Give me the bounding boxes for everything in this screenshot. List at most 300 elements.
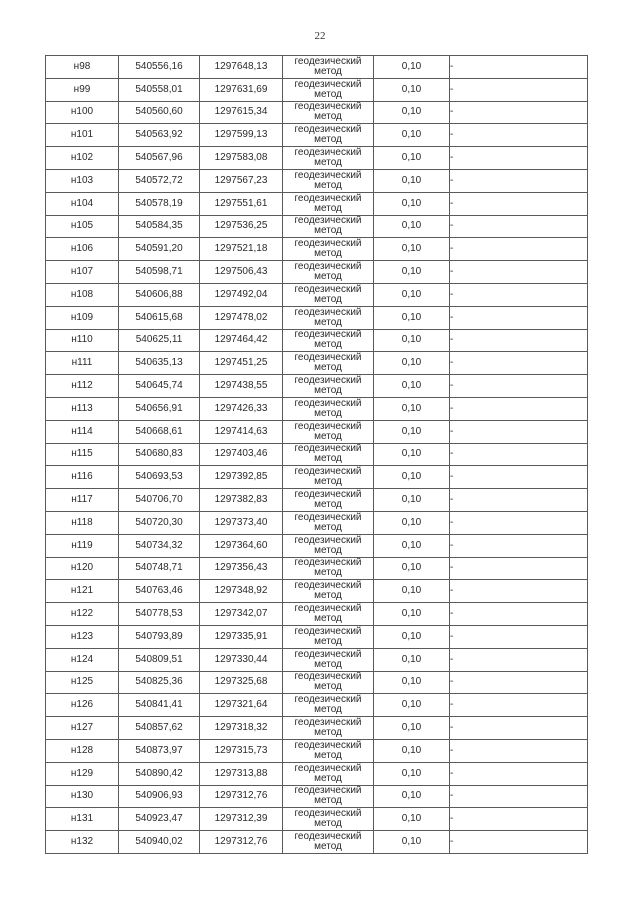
method-cell [283,785,374,808]
method-line-1: геодезический [294,169,362,181]
point-name-cell: н123 [46,625,119,648]
method-cell [283,397,374,420]
note-cell: - [450,238,588,261]
x-coordinate-cell: 540706,70 [119,489,200,512]
x-coordinate-cell: 540841,41 [119,694,200,717]
x-coordinate-cell: 540598,71 [119,261,200,284]
method-cell [283,124,374,147]
method-line-1: геодезический [294,625,362,637]
point-name-cell: н112 [46,375,119,398]
accuracy-cell: 0,10 [374,78,450,101]
point-name-cell: н114 [46,420,119,443]
method-line-2: метод [314,316,342,328]
note-cell: - [450,785,588,808]
x-coordinate-cell: 540591,20 [119,238,200,261]
method-line-2: метод [314,225,342,237]
note-cell: - [450,808,588,831]
method-line-2: метод [314,202,342,214]
x-coordinate-cell: 540857,62 [119,717,200,740]
point-name-cell: н124 [46,648,119,671]
method-line-1: геодезический [294,55,362,67]
table-row [46,397,588,420]
method-line-2: метод [314,521,342,533]
point-name-cell: н130 [46,785,119,808]
table-row [46,580,588,603]
method-line-2: метод [314,727,342,738]
accuracy-cell: 0,10 [374,511,450,534]
accuracy-cell: 0,10 [374,352,450,375]
x-coordinate-cell: 540873,97 [119,739,200,762]
accuracy-cell: 0,10 [374,831,450,854]
y-coordinate-cell: 1297321,64 [200,694,283,717]
accuracy-cell: 0,10 [374,762,450,785]
x-coordinate-cell: 540556,16 [119,56,200,79]
table-row [46,717,588,740]
method-line-2: метод [314,134,342,146]
y-coordinate-cell: 1297342,07 [200,603,283,626]
x-coordinate-cell: 540668,61 [119,420,200,443]
y-coordinate-cell: 1297521,18 [200,238,283,261]
table-row [46,762,588,785]
note-cell: - [450,489,588,512]
note-cell: - [450,443,588,466]
accuracy-cell: 0,10 [374,603,450,626]
note-cell: - [450,648,588,671]
y-coordinate-cell: 1297536,25 [200,215,283,238]
y-coordinate-cell: 1297403,46 [200,443,283,466]
method-cell [283,625,374,648]
y-coordinate-cell: 1297313,88 [200,762,283,785]
accuracy-cell: 0,10 [374,785,450,808]
note-cell: - [450,717,588,740]
note-cell: - [450,78,588,101]
table-row [46,534,588,557]
x-coordinate-cell: 540656,91 [119,397,200,420]
method-cell [283,420,374,443]
y-coordinate-cell: 1297373,40 [200,511,283,534]
x-coordinate-cell: 540809,51 [119,648,200,671]
table-row [46,694,588,717]
method-line-2: метод [314,407,342,419]
point-name-cell: н121 [46,580,119,603]
table-row [46,625,588,648]
note-cell: - [450,375,588,398]
accuracy-cell: 0,10 [374,375,450,398]
table-row [46,511,588,534]
accuracy-cell: 0,10 [374,489,450,512]
x-coordinate-cell: 540778,53 [119,603,200,626]
method-line-2: метод [314,293,342,305]
accuracy-cell: 0,10 [374,694,450,717]
method-cell [283,283,374,306]
table-row [46,306,588,329]
method-line-2: метод [314,567,342,579]
accuracy-cell: 0,10 [374,283,450,306]
method-line-2: метод [314,658,342,670]
note-cell: - [450,625,588,648]
method-line-2: метод [314,362,342,374]
note-cell: - [450,329,588,352]
note-cell: - [450,511,588,534]
method-cell [283,671,374,694]
method-line-2: метод [314,840,342,852]
method-line-1: геодезический [294,694,362,706]
table-row [46,648,588,671]
y-coordinate-cell: 1297382,83 [200,489,283,512]
method-line-1: геодезический [294,671,362,683]
method-line-1: геодезический [294,192,362,204]
method-line-1: геодезический [294,648,362,660]
point-name-cell: н98 [46,56,119,79]
method-line-1: геодезический [294,101,362,113]
method-line-1: геодезический [294,352,362,364]
x-coordinate-cell: 540567,96 [119,147,200,170]
method-line-2: метод [314,88,342,100]
table-row [46,56,588,79]
note-cell: - [450,420,588,443]
method-line-2: метод [314,613,342,625]
x-coordinate-cell: 540693,53 [119,466,200,489]
x-coordinate-cell: 540720,30 [119,511,200,534]
note-cell: - [450,306,588,329]
note-cell: - [450,352,588,375]
method-line-2: метод [314,271,342,283]
method-cell [283,648,374,671]
table-row [46,352,588,375]
note-cell: - [450,192,588,215]
method-line-1: геодезический [294,215,362,227]
method-line-1: геодезический [294,238,362,250]
coordinates-table [45,55,588,854]
point-name-cell: н120 [46,557,119,580]
accuracy-cell: 0,10 [374,147,450,170]
point-name-cell: н128 [46,739,119,762]
point-name-cell: н108 [46,283,119,306]
y-coordinate-cell: 1297464,42 [200,329,283,352]
accuracy-cell: 0,10 [374,329,450,352]
method-line-2: метод [314,453,342,465]
note-cell: - [450,671,588,694]
method-cell [283,603,374,626]
y-coordinate-cell: 1297315,73 [200,739,283,762]
x-coordinate-cell: 540625,11 [119,329,200,352]
table-row [46,101,588,124]
method-line-2: метод [314,476,342,488]
method-line-1: геодезический [294,420,362,432]
coordinates-table-body [46,56,588,854]
accuracy-cell: 0,10 [374,169,450,192]
method-cell [283,375,374,398]
table-row [46,124,588,147]
method-cell [283,147,374,170]
method-cell [283,489,374,512]
accuracy-cell: 0,10 [374,671,450,694]
table-row [46,443,588,466]
method-cell [283,101,374,124]
y-coordinate-cell: 1297631,69 [200,78,283,101]
y-coordinate-cell: 1297426,33 [200,397,283,420]
method-line-2: метод [314,157,342,169]
method-cell [283,580,374,603]
table-row [46,808,588,831]
method-cell [283,557,374,580]
point-name-cell: н132 [46,831,119,854]
method-line-1: геодезический [294,557,362,569]
method-line-1: геодезический [294,739,362,751]
method-line-2: метод [314,635,342,647]
accuracy-cell: 0,10 [374,808,450,831]
point-name-cell: н122 [46,603,119,626]
y-coordinate-cell: 1297312,76 [200,785,283,808]
y-coordinate-cell: 1297648,13 [200,56,283,79]
y-coordinate-cell: 1297414,63 [200,420,283,443]
point-name-cell: н116 [46,466,119,489]
note-cell: - [450,283,588,306]
method-line-2: метод [314,111,342,123]
point-name-cell: н125 [46,671,119,694]
method-line-1: геодезический [294,830,362,842]
method-line-2: метод [314,499,342,511]
note-cell: - [450,694,588,717]
method-cell [283,352,374,375]
method-line-1: геодезический [294,534,362,546]
x-coordinate-cell: 540606,88 [119,283,200,306]
y-coordinate-cell: 1297478,02 [200,306,283,329]
note-cell: - [450,169,588,192]
method-line-2: метод [314,795,342,807]
point-name-cell: н99 [46,78,119,101]
x-coordinate-cell: 540615,68 [119,306,200,329]
y-coordinate-cell: 1297312,76 [200,831,283,854]
table-row [46,603,588,626]
accuracy-cell: 0,10 [374,420,450,443]
note-cell: - [450,534,588,557]
point-name-cell: н111 [46,352,119,375]
x-coordinate-cell: 540906,93 [119,785,200,808]
table-row [46,261,588,284]
x-coordinate-cell: 540890,42 [119,762,200,785]
x-coordinate-cell: 540560,60 [119,101,200,124]
note-cell: - [450,831,588,854]
accuracy-cell: 0,10 [374,466,450,489]
table-row [46,489,588,512]
note-cell: - [450,147,588,170]
accuracy-cell: 0,10 [374,192,450,215]
note-cell: - [450,762,588,785]
accuracy-cell: 0,10 [374,443,450,466]
accuracy-cell: 0,10 [374,306,450,329]
table-row [46,192,588,215]
page-number: 22 [314,30,326,42]
method-line-2: метод [314,704,342,716]
method-line-1: геодезический [294,397,362,409]
point-name-cell: н103 [46,169,119,192]
table-row [46,420,588,443]
table-row [46,831,588,854]
method-line-2: метод [314,544,342,556]
method-line-2: метод [314,339,342,351]
method-line-1: геодезический [294,375,362,387]
x-coordinate-cell: 540645,74 [119,375,200,398]
y-coordinate-cell: 1297583,08 [200,147,283,170]
y-coordinate-cell: 1297325,68 [200,671,283,694]
table-row [46,739,588,762]
accuracy-cell: 0,10 [374,397,450,420]
y-coordinate-cell: 1297356,43 [200,557,283,580]
method-line-2: метод [314,65,342,77]
method-line-2: метод [314,749,342,761]
point-name-cell: н106 [46,238,119,261]
method-cell [283,56,374,79]
point-name-cell: н104 [46,192,119,215]
method-line-2: метод [314,772,342,784]
y-coordinate-cell: 1297364,60 [200,534,283,557]
point-name-cell: н113 [46,397,119,420]
method-cell [283,192,374,215]
point-name-cell: н119 [46,534,119,557]
accuracy-cell: 0,10 [374,717,450,740]
method-line-1: геодезический [294,261,362,273]
x-coordinate-cell: 540825,36 [119,671,200,694]
accuracy-cell: 0,10 [374,534,450,557]
accuracy-cell: 0,10 [374,215,450,238]
point-name-cell: н118 [46,511,119,534]
accuracy-cell: 0,10 [374,580,450,603]
method-line-1: геодезический [294,443,362,455]
note-cell: - [450,56,588,79]
y-coordinate-cell: 1297451,25 [200,352,283,375]
y-coordinate-cell: 1297492,04 [200,283,283,306]
method-cell [283,511,374,534]
accuracy-cell: 0,10 [374,261,450,284]
method-line-1: геодезический [294,306,362,318]
y-coordinate-cell: 1297335,91 [200,625,283,648]
method-cell [283,831,374,854]
method-line-2: метод [314,681,342,693]
x-coordinate-cell: 540734,32 [119,534,200,557]
y-coordinate-cell: 1297330,44 [200,648,283,671]
point-name-cell: н109 [46,306,119,329]
point-name-cell: н127 [46,717,119,740]
method-cell [283,534,374,557]
method-line-1: геодезический [294,489,362,501]
x-coordinate-cell: 540763,46 [119,580,200,603]
x-coordinate-cell: 540635,13 [119,352,200,375]
x-coordinate-cell: 540748,71 [119,557,200,580]
y-coordinate-cell: 1297312,39 [200,808,283,831]
note-cell: - [450,739,588,762]
method-line-2: метод [314,430,342,442]
point-name-cell: н126 [46,694,119,717]
x-coordinate-cell: 540558,01 [119,78,200,101]
method-cell [283,306,374,329]
point-name-cell: н131 [46,808,119,831]
method-line-2: метод [314,179,342,191]
point-name-cell: н102 [46,147,119,170]
y-coordinate-cell: 1297348,92 [200,580,283,603]
method-cell [283,717,374,740]
table-row [46,329,588,352]
note-cell: - [450,124,588,147]
point-name-cell: н107 [46,261,119,284]
table-row [46,671,588,694]
accuracy-cell: 0,10 [374,557,450,580]
method-line-1: геодезический [294,466,362,478]
method-cell [283,78,374,101]
x-coordinate-cell: 540572,72 [119,169,200,192]
method-line-1: геодезический [294,78,362,90]
method-cell [283,739,374,762]
accuracy-cell: 0,10 [374,124,450,147]
method-line-1: геодезический [294,511,362,523]
method-line-1: геодезический [294,329,362,341]
table-row [46,238,588,261]
y-coordinate-cell: 1297438,55 [200,375,283,398]
x-coordinate-cell: 540793,89 [119,625,200,648]
note-cell: - [450,101,588,124]
method-cell [283,808,374,831]
point-name-cell: н101 [46,124,119,147]
table-row [46,215,588,238]
note-cell: - [450,261,588,284]
method-cell [283,215,374,238]
x-coordinate-cell: 540940,02 [119,831,200,854]
point-name-cell: н117 [46,489,119,512]
y-coordinate-cell: 1297567,23 [200,169,283,192]
method-line-2: метод [314,590,342,602]
x-coordinate-cell: 540923,47 [119,808,200,831]
method-line-2: метод [314,818,342,830]
y-coordinate-cell: 1297392,85 [200,466,283,489]
accuracy-cell: 0,10 [374,648,450,671]
y-coordinate-cell: 1297551,61 [200,192,283,215]
method-cell [283,238,374,261]
point-name-cell: н110 [46,329,119,352]
y-coordinate-cell: 1297506,43 [200,261,283,284]
method-line-1: геодезический [294,283,362,295]
x-coordinate-cell: 540578,19 [119,192,200,215]
x-coordinate-cell: 540680,83 [119,443,200,466]
point-name-cell: н105 [46,215,119,238]
method-line-1: геодезический [294,808,362,820]
method-cell [283,169,374,192]
note-cell: - [450,580,588,603]
accuracy-cell: 0,10 [374,739,450,762]
note-cell: - [450,215,588,238]
table-row [46,147,588,170]
method-line-1: геодезический [294,124,362,136]
method-line-1: геодезический [294,762,362,774]
method-line-2: метод [314,385,342,397]
x-coordinate-cell: 540563,92 [119,124,200,147]
method-cell [283,443,374,466]
table-row [46,283,588,306]
x-coordinate-cell: 540584,35 [119,215,200,238]
y-coordinate-cell: 1297318,32 [200,717,283,740]
method-cell [283,261,374,284]
point-name-cell: н100 [46,101,119,124]
method-line-1: геодезический [294,785,362,797]
method-line-1: геодезический [294,603,362,615]
table-row [46,466,588,489]
table-row [46,169,588,192]
y-coordinate-cell: 1297615,34 [200,101,283,124]
accuracy-cell: 0,10 [374,56,450,79]
table-row [46,557,588,580]
table-row [46,78,588,101]
accuracy-cell: 0,10 [374,238,450,261]
accuracy-cell: 0,10 [374,101,450,124]
